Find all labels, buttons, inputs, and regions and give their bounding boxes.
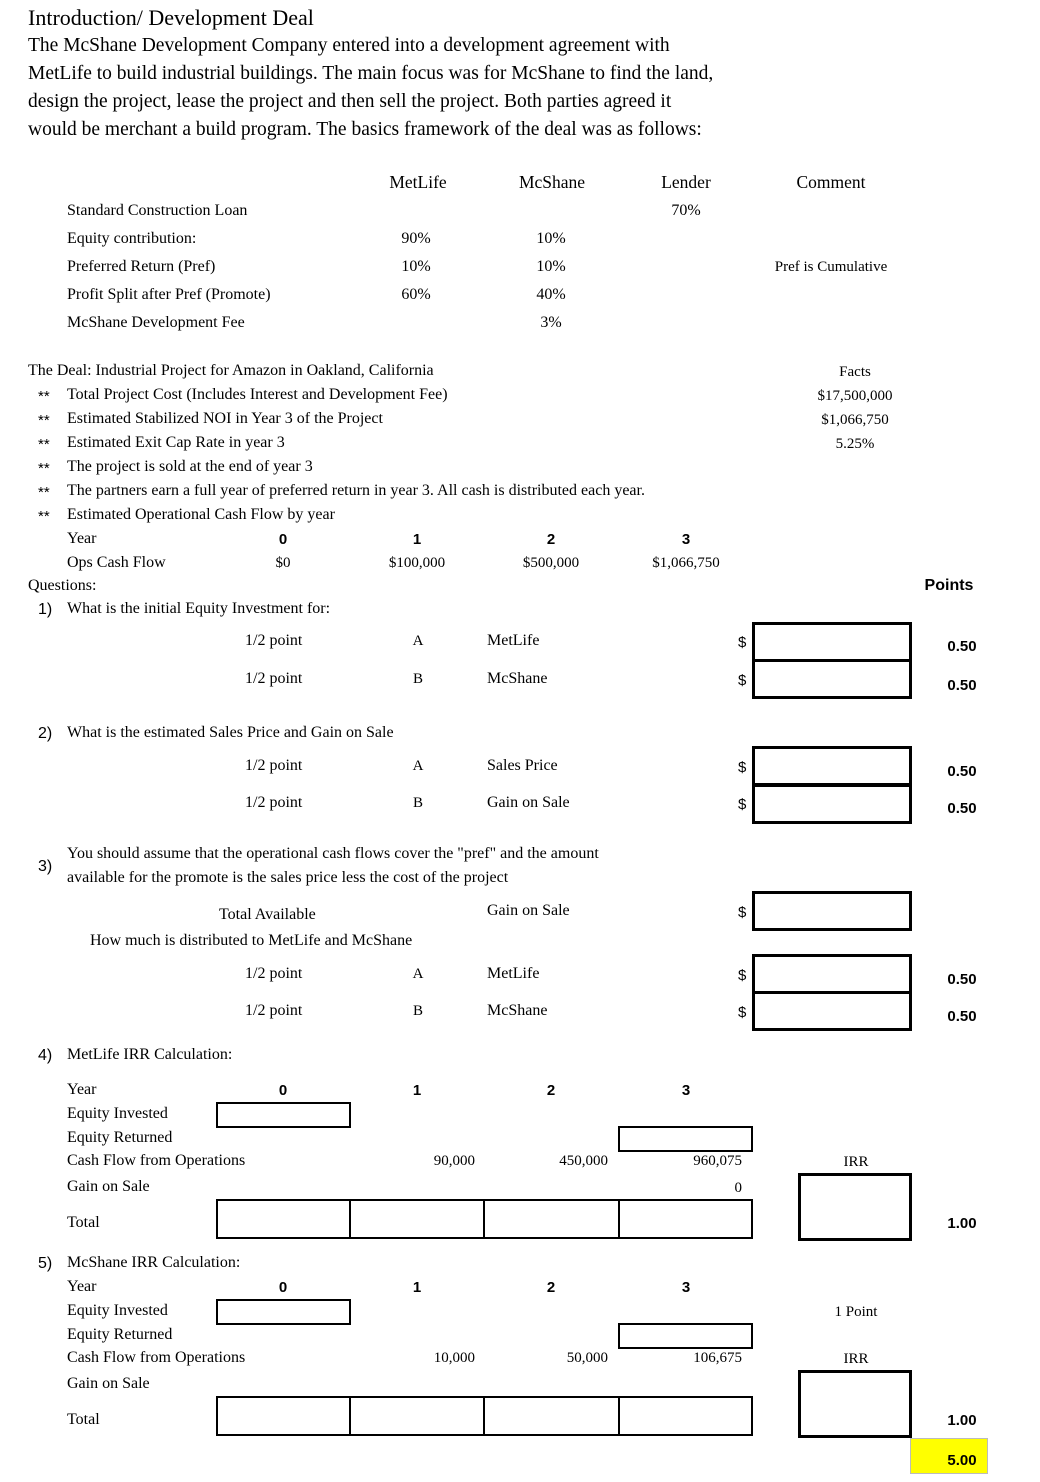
point-label: 1/2 point xyxy=(245,632,303,649)
q1-text: What is the initial Equity Investment for: xyxy=(67,600,331,617)
dollar-sign: $ xyxy=(738,904,747,921)
term-label: Preferred Return (Pref) xyxy=(67,258,216,275)
intro-line-2: MetLife to build industrial buildings. The main focus was for McShane to find the land, xyxy=(28,63,714,84)
intro-line-3: design the project, lease the project and then sell the project. Both parties agreed it xyxy=(28,91,672,112)
year-0: 0 xyxy=(278,1082,288,1099)
year-label: Year xyxy=(67,530,97,547)
equity-returned-label: Equity Returned xyxy=(67,1326,173,1343)
deal-item: Total Project Cost (Includes Interest and Development Fee) xyxy=(67,386,448,403)
q5-number: 5) xyxy=(38,1255,53,1272)
term-comment: Pref is Cumulative xyxy=(774,259,888,275)
facts-header: Facts xyxy=(839,364,871,380)
q2a-sales-price-answer[interactable] xyxy=(752,746,912,786)
q3-line-1: You should assume that the operational cash flows cover the "pref" and the amount xyxy=(67,845,599,862)
points-value: 0.50 xyxy=(947,677,977,694)
ops-value: $1,066,750 xyxy=(652,555,720,571)
points-value: 1.00 xyxy=(947,1215,977,1232)
cfo-value: 90,000 xyxy=(433,1153,475,1169)
term-label: Profit Split after Pref (Promote) xyxy=(67,286,271,303)
q2-number: 2) xyxy=(38,725,53,742)
deal-item: The partners earn a full year of preferred return in year 3. All cash is distributed each year. xyxy=(67,482,645,499)
bullet: ** xyxy=(38,460,50,477)
option-letter: B xyxy=(412,795,424,811)
equity-invested-label: Equity Invested xyxy=(67,1302,168,1319)
q4-total-y2-input[interactable] xyxy=(483,1199,620,1239)
q5-equity-invested-input[interactable] xyxy=(216,1299,351,1325)
ops-value: $100,000 xyxy=(388,555,446,571)
cfo-value: 50,000 xyxy=(566,1350,608,1366)
option-letter: A xyxy=(412,758,424,774)
q5-title: McShane IRR Calculation: xyxy=(67,1254,241,1271)
cfo-value: 10,000 xyxy=(433,1350,475,1366)
q2-text: What is the estimated Sales Price and Gain on Sale xyxy=(67,724,394,741)
q3-distribution-text: How much is distributed to MetLife and McShane xyxy=(90,932,413,949)
cfo-value: 960,075 xyxy=(693,1153,742,1169)
year-0: 0 xyxy=(278,1279,288,1296)
intro-line-4: would be merchant a build program. The basics framework of the deal was as follows: xyxy=(28,119,702,140)
q1b-mcshane-answer[interactable] xyxy=(752,659,912,699)
cfo-value: 450,000 xyxy=(559,1153,608,1169)
ops-value: $0 xyxy=(275,555,291,571)
year-3: 3 xyxy=(681,1279,691,1296)
option-name: McShane xyxy=(487,1002,548,1019)
points-header: Points xyxy=(924,577,974,594)
point-note: 1 Point xyxy=(834,1304,878,1320)
deal-item: The project is sold at the end of year 3 xyxy=(67,458,313,475)
bullet: ** xyxy=(38,508,50,525)
option-name: McShane xyxy=(487,670,548,687)
option-letter: B xyxy=(412,1003,424,1019)
irr-label: IRR xyxy=(843,1154,869,1170)
points-value: 0.50 xyxy=(947,800,977,817)
q3a-metlife-answer[interactable] xyxy=(752,954,912,994)
total-label: Total xyxy=(67,1411,100,1428)
year-label: Year xyxy=(67,1278,97,1295)
deal-item: Estimated Operational Cash Flow by year xyxy=(67,506,335,523)
points-value: 0.50 xyxy=(947,763,977,780)
q3-number: 3) xyxy=(38,858,53,875)
option-name: MetLife xyxy=(487,965,540,982)
point-label: 1/2 point xyxy=(245,1002,303,1019)
term-metlife: 90% xyxy=(401,230,431,247)
equity-invested-label: Equity Invested xyxy=(67,1105,168,1122)
deal-fact: $1,066,750 xyxy=(821,412,889,428)
q5-total-y2-input[interactable] xyxy=(483,1396,620,1436)
cfo-value: 106,675 xyxy=(693,1350,742,1366)
gain-label: Gain on Sale xyxy=(67,1178,150,1195)
year-2: 2 xyxy=(546,1279,556,1296)
deal-title: The Deal: Industrial Project for Amazon in Oakland, California xyxy=(28,362,434,379)
option-name: Gain on Sale xyxy=(487,794,570,811)
q5-equity-returned-input[interactable] xyxy=(618,1323,753,1349)
term-lender: 70% xyxy=(671,202,701,219)
q1-number: 1) xyxy=(38,601,53,618)
q5-irr-answer[interactable] xyxy=(798,1370,912,1438)
q4-equity-invested-input[interactable] xyxy=(216,1102,351,1128)
q4-total-y1-input[interactable] xyxy=(349,1199,485,1239)
cfo-label: Cash Flow from Operations xyxy=(67,1349,246,1366)
cfo-label: Cash Flow from Operations xyxy=(67,1152,246,1169)
year-label: Year xyxy=(67,1081,97,1098)
year-2: 2 xyxy=(546,531,556,548)
header-lender: Lender xyxy=(661,172,711,192)
dollar-sign: $ xyxy=(738,759,747,776)
points-value: 0.50 xyxy=(947,638,977,655)
q4-equity-returned-input[interactable] xyxy=(618,1126,753,1152)
points-value: 1.00 xyxy=(947,1412,977,1429)
dollar-sign: $ xyxy=(738,1004,747,1021)
option-name: Sales Price xyxy=(487,757,558,774)
point-label: 1/2 point xyxy=(245,757,303,774)
gain-on-sale-label: Gain on Sale xyxy=(487,902,570,919)
point-label: 1/2 point xyxy=(245,965,303,982)
q4-irr-answer[interactable] xyxy=(798,1173,912,1241)
term-metlife: 10% xyxy=(401,258,431,275)
q3b-mcshane-answer[interactable] xyxy=(752,991,912,1031)
point-label: 1/2 point xyxy=(245,670,303,687)
q4-title: MetLife IRR Calculation: xyxy=(67,1046,233,1063)
bullet: ** xyxy=(38,484,50,501)
term-label: Equity contribution: xyxy=(67,230,197,247)
dollar-sign: $ xyxy=(738,967,747,984)
term-mcshane: 10% xyxy=(536,230,566,247)
q4-total-y0-input[interactable] xyxy=(216,1199,351,1239)
gain-value: 0 xyxy=(734,1180,742,1196)
bullet: ** xyxy=(38,412,50,429)
deal-item: Estimated Exit Cap Rate in year 3 xyxy=(67,434,285,451)
deal-item: Estimated Stabilized NOI in Year 3 of the Project xyxy=(67,410,383,427)
term-label: McShane Development Fee xyxy=(67,314,245,331)
q4-number: 4) xyxy=(38,1047,53,1064)
q2b-gain-answer[interactable] xyxy=(752,784,912,824)
q4-total-y3-input[interactable] xyxy=(618,1199,753,1239)
points-value: 0.50 xyxy=(947,971,977,988)
deal-fact: 5.25% xyxy=(835,436,875,452)
year-1: 1 xyxy=(412,1082,422,1099)
point-label: 1/2 point xyxy=(245,794,303,811)
equity-returned-label: Equity Returned xyxy=(67,1129,173,1146)
option-letter: A xyxy=(412,966,424,982)
year-1: 1 xyxy=(412,1279,422,1296)
ops-value: $500,000 xyxy=(522,555,580,571)
header-metlife: MetLife xyxy=(389,172,447,192)
total-points: 5.00 xyxy=(947,1452,977,1469)
q3-line-2: available for the promote is the sales price less the cost of the project xyxy=(67,869,509,886)
q3-total-available-answer[interactable] xyxy=(752,891,912,931)
points-value: 0.50 xyxy=(947,1008,977,1025)
year-3: 3 xyxy=(681,1082,691,1099)
option-letter: B xyxy=(412,671,424,687)
total-label: Total xyxy=(67,1214,100,1231)
irr-label: IRR xyxy=(843,1351,869,1367)
deal-fact: $17,500,000 xyxy=(817,388,893,404)
q5-total-y1-input[interactable] xyxy=(349,1396,485,1436)
q1a-metlife-answer[interactable] xyxy=(752,622,912,662)
dollar-sign: $ xyxy=(738,634,747,651)
ops-label: Ops Cash Flow xyxy=(67,554,166,571)
option-name: MetLife xyxy=(487,632,540,649)
dollar-sign: $ xyxy=(738,796,747,813)
questions-label: Questions: xyxy=(28,577,97,594)
year-3: 3 xyxy=(681,531,691,548)
term-mcshane: 40% xyxy=(536,286,566,303)
dollar-sign: $ xyxy=(738,672,747,689)
q5-total-y0-input[interactable] xyxy=(216,1396,351,1436)
intro-line-1: The McShane Development Company entered into a development agreement with xyxy=(28,35,670,56)
header-comment: Comment xyxy=(796,172,866,192)
total-available-label: Total Available xyxy=(219,906,316,923)
year-1: 1 xyxy=(412,531,422,548)
gain-label: Gain on Sale xyxy=(67,1375,150,1392)
year-0: 0 xyxy=(278,531,288,548)
q5-total-y3-input[interactable] xyxy=(618,1396,753,1436)
header-mcshane: McShane xyxy=(518,172,586,192)
option-letter: A xyxy=(412,633,424,649)
term-metlife: 60% xyxy=(401,286,431,303)
bullet: ** xyxy=(38,388,50,405)
bullet: ** xyxy=(38,436,50,453)
page-title: Introduction/ Development Deal xyxy=(28,5,314,30)
term-mcshane: 3% xyxy=(540,314,562,331)
term-label: Standard Construction Loan xyxy=(67,202,248,219)
term-mcshane: 10% xyxy=(536,258,566,275)
year-2: 2 xyxy=(546,1082,556,1099)
